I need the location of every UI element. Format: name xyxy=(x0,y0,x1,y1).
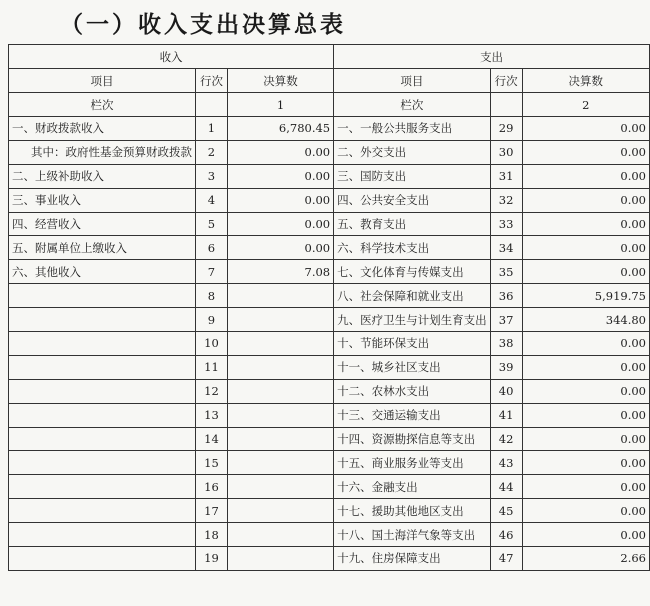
income-item xyxy=(9,475,196,499)
expense-row-no: 34 xyxy=(490,236,522,260)
expense-row-no: 33 xyxy=(490,212,522,236)
income-row-no: 19 xyxy=(196,547,228,571)
income-amount: 0.00 xyxy=(227,212,333,236)
expense-item: 五、教育支出 xyxy=(334,212,491,236)
expense-item: 十八、国土海洋气象等支出 xyxy=(334,523,491,547)
expense-item: 三、国防支出 xyxy=(334,164,491,188)
expense-amount: 0.00 xyxy=(522,475,649,499)
income-row-no: 9 xyxy=(196,308,228,332)
expense-item: 十一、城乡社区支出 xyxy=(334,355,491,379)
column-header-row xyxy=(9,69,650,93)
expense-row-no: 47 xyxy=(490,547,522,571)
expense-item: 十六、金融支出 xyxy=(334,475,491,499)
income-row-no: 2 xyxy=(196,140,228,164)
expense-amount: 0.00 xyxy=(522,499,649,523)
expense-amount: 0.00 xyxy=(522,140,649,164)
expense-row-no: 38 xyxy=(490,332,522,356)
expense-amount: 2.66 xyxy=(522,547,649,571)
expense-section-header: 支出 xyxy=(334,45,650,69)
expense-amount: 0.00 xyxy=(522,164,649,188)
income-row-no: 8 xyxy=(196,284,228,308)
expense-item: 十五、商业服务业等支出 xyxy=(334,451,491,475)
income-item xyxy=(9,427,196,451)
income-amount xyxy=(227,284,333,308)
expense-row-no: 35 xyxy=(490,260,522,284)
income-item: 四、经营收入 xyxy=(9,212,196,236)
expense-amount: 0.00 xyxy=(522,379,649,403)
income-item xyxy=(9,499,196,523)
table-body xyxy=(9,45,650,571)
income-item: 一、财政拨款收入 xyxy=(9,117,196,141)
income-item: 三、事业收入 xyxy=(9,188,196,212)
expense-amount: 0.00 xyxy=(522,212,649,236)
expense-item: 六、科学技术支出 xyxy=(334,236,491,260)
income-item: 五、附属单位上缴收入 xyxy=(9,236,196,260)
income-item xyxy=(9,451,196,475)
income-amount xyxy=(227,332,333,356)
income-amount: 0.00 xyxy=(227,188,333,212)
expense-item: 十、节能环保支出 xyxy=(334,332,491,356)
income-amount xyxy=(227,523,333,547)
expense-row-no: 36 xyxy=(490,284,522,308)
expense-item: 七、文化体育与传媒支出 xyxy=(334,260,491,284)
income-amount xyxy=(227,308,333,332)
expense-item: 九、医疗卫生与计划生育支出 xyxy=(334,308,491,332)
income-section-header: 收入 xyxy=(9,45,334,69)
income-amount xyxy=(227,475,333,499)
expense-amount: 0.00 xyxy=(522,236,649,260)
expense-row-no: 39 xyxy=(490,355,522,379)
table-row xyxy=(9,523,650,547)
table-row xyxy=(9,547,650,571)
income-item: 六、其他收入 xyxy=(9,260,196,284)
expense-row-no: 43 xyxy=(490,451,522,475)
summary-table xyxy=(8,44,650,571)
income-col-label: 栏次 xyxy=(9,93,196,117)
expense-row-no: 30 xyxy=(490,140,522,164)
expense-item-header: 项目 xyxy=(334,69,491,93)
income-item: 二、上级补助收入 xyxy=(9,164,196,188)
table-row xyxy=(9,475,650,499)
expense-col-label: 栏次 xyxy=(334,93,491,117)
income-item xyxy=(9,308,196,332)
income-amount xyxy=(227,451,333,475)
income-amount xyxy=(227,499,333,523)
table-row xyxy=(9,284,650,308)
expense-amount: 5,919.75 xyxy=(522,284,649,308)
expense-amount: 0.00 xyxy=(522,260,649,284)
income-row-no: 4 xyxy=(196,188,228,212)
expense-row-no: 40 xyxy=(490,379,522,403)
expense-row-no: 44 xyxy=(490,475,522,499)
income-row-no: 10 xyxy=(196,332,228,356)
expense-row-no: 42 xyxy=(490,427,522,451)
table-row xyxy=(9,379,650,403)
income-item xyxy=(9,403,196,427)
income-item xyxy=(9,523,196,547)
expense-item: 四、公共安全支出 xyxy=(334,188,491,212)
column-number-row xyxy=(9,93,650,117)
expense-item: 八、社会保障和就业支出 xyxy=(334,284,491,308)
income-amount xyxy=(227,547,333,571)
expense-amount: 0.00 xyxy=(522,427,649,451)
expense-amount: 344.80 xyxy=(522,308,649,332)
expense-col-number: 2 xyxy=(522,93,649,117)
income-amount xyxy=(227,427,333,451)
expense-row-no: 29 xyxy=(490,117,522,141)
income-item: 其中：政府性基金预算财政拨款 xyxy=(9,140,196,164)
expense-amount: 0.00 xyxy=(522,188,649,212)
income-amount xyxy=(227,379,333,403)
expense-item: 十三、交通运输支出 xyxy=(334,403,491,427)
income-col-number: 1 xyxy=(227,93,333,117)
income-row-no: 6 xyxy=(196,236,228,260)
expense-item: 二、外交支出 xyxy=(334,140,491,164)
table-row xyxy=(9,403,650,427)
income-item xyxy=(9,332,196,356)
table-row xyxy=(9,451,650,475)
income-item-header: 项目 xyxy=(9,69,196,93)
table-row xyxy=(9,355,650,379)
table-row xyxy=(9,140,650,164)
income-item xyxy=(9,379,196,403)
table-row xyxy=(9,260,650,284)
expense-item: 十二、农林水支出 xyxy=(334,379,491,403)
expense-row-no: 37 xyxy=(490,308,522,332)
income-row-no: 18 xyxy=(196,523,228,547)
expense-amount: 0.00 xyxy=(522,355,649,379)
income-row-no: 5 xyxy=(196,212,228,236)
section-header-row xyxy=(9,45,650,69)
table-row xyxy=(9,117,650,141)
expense-no-header: 行次 xyxy=(490,69,522,93)
income-row-no: 12 xyxy=(196,379,228,403)
expense-amount: 0.00 xyxy=(522,523,649,547)
income-item xyxy=(9,355,196,379)
income-row-no: 1 xyxy=(196,117,228,141)
expense-row-no: 41 xyxy=(490,403,522,427)
table-row xyxy=(9,236,650,260)
table-row xyxy=(9,164,650,188)
income-row-no: 17 xyxy=(196,499,228,523)
table-row xyxy=(9,332,650,356)
income-amount: 0.00 xyxy=(227,236,333,260)
income-row-no: 11 xyxy=(196,355,228,379)
expense-row-no: 46 xyxy=(490,523,522,547)
income-amount: 6,780.45 xyxy=(227,117,333,141)
income-row-no: 14 xyxy=(196,427,228,451)
income-amount xyxy=(227,355,333,379)
income-item xyxy=(9,547,196,571)
expense-amount: 0.00 xyxy=(522,332,649,356)
income-amount xyxy=(227,403,333,427)
expense-amount: 0.00 xyxy=(522,451,649,475)
page-title: （一）收入支出决算总表 xyxy=(60,12,346,38)
expense-amount: 0.00 xyxy=(522,117,649,141)
expense-row-no: 45 xyxy=(490,499,522,523)
income-row-no: 15 xyxy=(196,451,228,475)
expense-item: 一、一般公共服务支出 xyxy=(334,117,491,141)
expense-col-blank xyxy=(490,93,522,117)
expense-row-no: 31 xyxy=(490,164,522,188)
income-row-no: 16 xyxy=(196,475,228,499)
income-row-no: 3 xyxy=(196,164,228,188)
income-amount-header: 决算数 xyxy=(227,69,333,93)
income-row-no: 13 xyxy=(196,403,228,427)
expense-item: 十七、援助其他地区支出 xyxy=(334,499,491,523)
expense-item: 十四、资源勘探信息等支出 xyxy=(334,427,491,451)
table-row xyxy=(9,212,650,236)
expense-amount: 0.00 xyxy=(522,403,649,427)
table-row xyxy=(9,499,650,523)
income-amount: 0.00 xyxy=(227,140,333,164)
income-item xyxy=(9,284,196,308)
table-row xyxy=(9,188,650,212)
expense-amount-header: 决算数 xyxy=(522,69,649,93)
income-amount: 0.00 xyxy=(227,164,333,188)
income-col-blank xyxy=(196,93,228,117)
expense-row-no: 32 xyxy=(490,188,522,212)
income-row-no: 7 xyxy=(196,260,228,284)
expense-item: 十九、住房保障支出 xyxy=(334,547,491,571)
table-row xyxy=(9,427,650,451)
table-row xyxy=(9,308,650,332)
income-amount: 7.08 xyxy=(227,260,333,284)
income-no-header: 行次 xyxy=(196,69,228,93)
